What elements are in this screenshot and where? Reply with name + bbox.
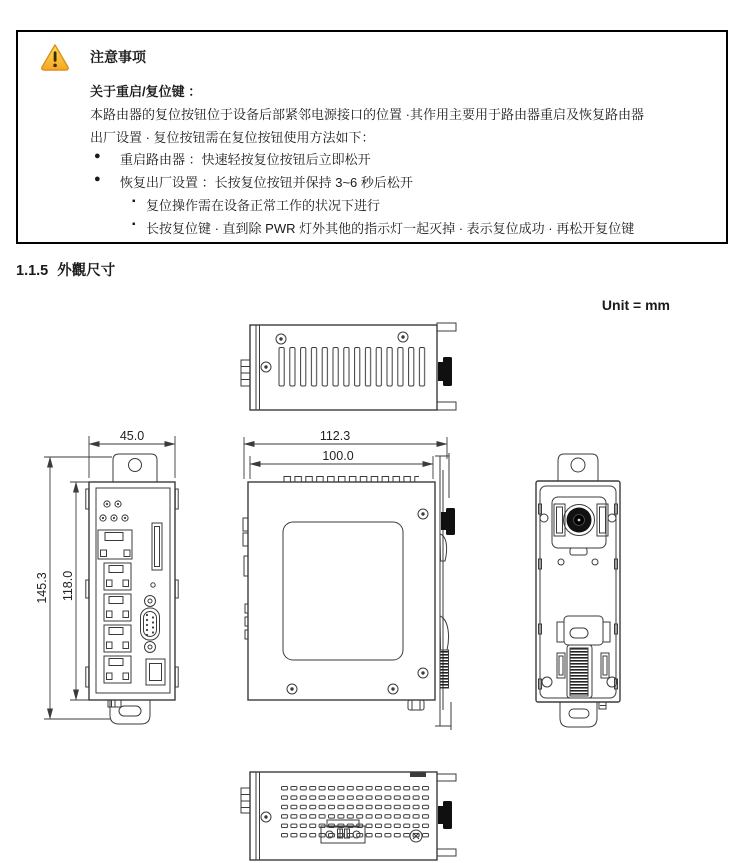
lan-port [104, 594, 131, 621]
lan-port [104, 625, 131, 652]
wan-port [98, 530, 132, 559]
drawing-bottom-view [241, 772, 456, 860]
sim-slot [152, 523, 162, 570]
unit-label: Unit = mm [601, 297, 670, 313]
power-switch [146, 659, 165, 685]
section-title: 外觀尺寸 [57, 263, 116, 279]
section-number: 1.1.5 [16, 263, 49, 279]
drawing-rear-view [536, 454, 620, 727]
sub-bullet-text: 复位操作需在设备正常工作的状况下进行 [146, 198, 381, 213]
serial-port-db9 [141, 596, 160, 653]
dim-overall-height: 145.3 [35, 572, 49, 604]
notice-subtitle: 关于重启/复位键 ： [90, 84, 202, 99]
drawing-front-view [35, 429, 178, 724]
dim-body-depth: 100.0 [322, 449, 354, 463]
bullet-dot: ● [94, 150, 101, 162]
lan-port [104, 656, 131, 683]
sub-bullet-text: 长按复位键 · 直到除 PWR 灯外其他的指示灯一起灭掉 · 表示复位成功 · 再松开复位键 [146, 221, 635, 236]
notice-title: 注意事项 [90, 49, 146, 65]
din-rail-clip [542, 616, 617, 698]
drawing-side-view [243, 429, 455, 730]
power-jack [564, 505, 595, 536]
lan-port [104, 563, 131, 590]
dim-front-width: 45.0 [119, 429, 145, 443]
dim-overall-depth: 112.3 [319, 429, 351, 443]
bullet-text: 恢复出厂设置 ：长按复位按钮并保持 3~6 秒后松开 [120, 175, 413, 190]
notice-body-line: 本路由器的复位按钮位于设备后部紧邻电源接口的位置 ·其作用主要用于路由器重启及恢复路由器 [90, 107, 644, 122]
square-bullet: ▪ [132, 196, 136, 207]
reset-pinhole [151, 583, 155, 587]
bullet-text: 重启路由器 ：快速轻按复位按钮后立即松开 [120, 152, 371, 167]
dim-body-height: 118.0 [61, 570, 75, 602]
bullet-dot: ● [94, 173, 101, 185]
notice-body-line: 出厂设置 · 复位按钮需在复位按钮使用方法如下： [90, 130, 375, 145]
square-bullet: ▪ [132, 219, 136, 230]
drawing-top-view [241, 323, 456, 410]
